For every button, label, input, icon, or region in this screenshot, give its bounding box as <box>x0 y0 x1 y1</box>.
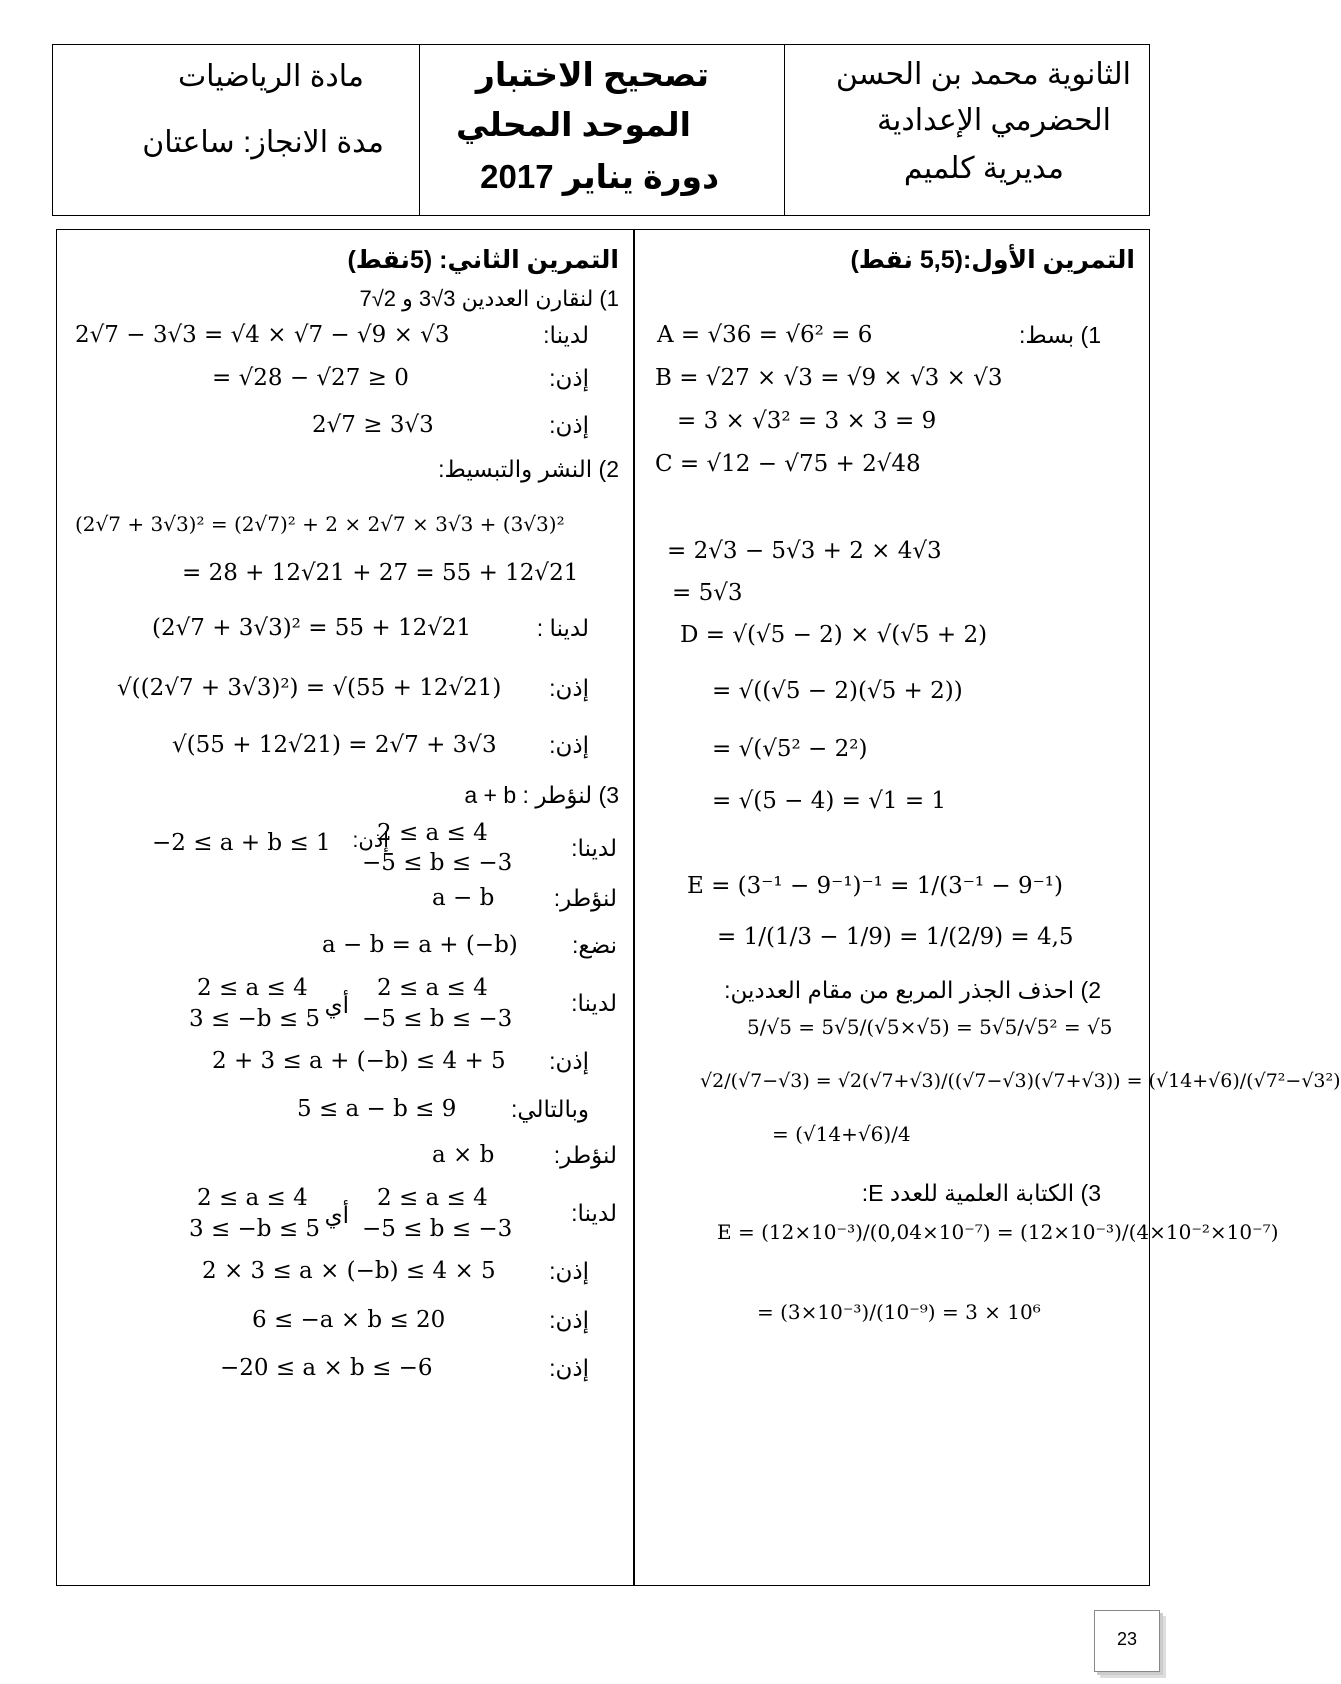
ex2-g-sys1: 2 ≤ a ≤ 4 <box>377 975 488 1001</box>
ex1-S2: = (3×10⁻³)/(10⁻⁹) = 3 × 10⁶ <box>757 1300 1041 1324</box>
exercises-box <box>56 229 1341 1586</box>
ex2-ladayna-2: لدينا : <box>536 615 589 641</box>
ex2-h-sys4: 3 ≤ −b ≤ 5 <box>189 1216 321 1242</box>
ex2-g1: a − b = a + (−b) <box>322 932 518 958</box>
ex1-D2: = √((√5 − 2)(√5 + 2)) <box>712 678 963 704</box>
ex2-ay-1: أي <box>324 992 349 1018</box>
ex2-c3: 2√7 ≥ 3√3 <box>312 412 434 438</box>
exam-header <box>52 44 1150 216</box>
ex2-f-sys2: −5 ≤ b ≤ −3 <box>362 850 513 876</box>
ex1-E1: E = (3⁻¹ − 9⁻¹)⁻¹ = 1/(3⁻¹ − 9⁻¹) <box>687 873 1063 899</box>
ex2-h1: 2 × 3 ≤ a × (−b) ≤ 4 × 5 <box>202 1258 496 1284</box>
ex1-D1: D = √(√5 − 2) × √(√5 + 2) <box>680 622 988 648</box>
ex1-q1-label: 1) بسط: <box>1019 322 1101 348</box>
ex2-title: التمرين الثاني: (5نقط) <box>347 246 619 274</box>
ex2-g2: 2 + 3 ≤ a + (−b) ≤ 4 + 5 <box>212 1048 506 1074</box>
ex1-C1: C = √12 − √75 + 2√48 <box>655 451 921 477</box>
ex2-ay-2: أي <box>324 1202 349 1228</box>
ex2-e2: = 28 + 12√21 + 27 = 55 + 12√21 <box>182 560 579 586</box>
ex2-f-sys1: 2 ≤ a ≤ 4 <box>377 820 488 846</box>
ex1-A: A = √36 = √6² = 6 <box>657 322 873 348</box>
ex2-idhan-5: إذن: <box>352 829 389 852</box>
ex2-h-sys3: 2 ≤ a ≤ 4 <box>197 1185 308 1211</box>
duration-label: مدة الانجاز: ساعتان <box>142 126 384 159</box>
ex1-B1: B = √27 × √3 = √9 × √3 × √3 <box>655 365 1003 391</box>
ex1-R2: √2/(√7−√3) = √2(√7+√3)/((√7−√3)(√7+√3)) = (√14+√6)/(√7²−√3²) <box>700 1070 1341 1092</box>
ex1-C2: = 2√3 − 5√3 + 2 × 4√3 <box>667 538 942 564</box>
ex1-C3: = 5√3 <box>672 580 743 606</box>
ex2-h-sys1: 2 ≤ a ≤ 4 <box>377 1185 488 1211</box>
header-subject-cell <box>53 45 420 215</box>
ex2-idhan-7: إذن: <box>549 1258 589 1284</box>
ex1-title: التمرين الأول:(5,5 نقط) <box>850 246 1135 274</box>
school-name-line1: الثانوية محمد بن الحسن <box>835 58 1131 91</box>
ex1-R1: 5/√5 = 5√5/(√5×√5) = 5√5/√5² = √5 <box>747 1015 1113 1039</box>
ex2-idhan-1: إذن: <box>549 365 589 391</box>
ex1-B2: = 3 × √3² = 3 × 3 = 9 <box>677 408 937 434</box>
ex2-h-lbl: a × b <box>432 1142 495 1168</box>
ex2-c1: 2√7 − 3√3 = √4 × √7 − √9 × √3 <box>75 322 450 348</box>
ex2-e3: (2√7 + 3√3)² = 55 + 12√21 <box>152 615 472 641</box>
ex2-idhan-2: إذن: <box>549 412 589 438</box>
exam-title-line3: دورة يناير 2017 <box>480 158 719 195</box>
header-title-cell <box>420 45 785 215</box>
ex2-e1: (2√7 + 3√3)² = (2√7)² + 2 × 2√7 × 3√3 + (3√3)² <box>75 512 565 536</box>
ex2-e5: √(55 + 12√21) = 2√7 + 3√3 <box>172 732 497 758</box>
ex2-idhan-9: إذن: <box>549 1355 589 1381</box>
ex1-S1: E = (12×10⁻³)/(0,04×10⁻⁷) = (12×10⁻³)/(4×10⁻²×10⁻⁷) <box>717 1220 1279 1244</box>
ex1-q3-label: 3) الكتابة العلمية للعدد E: <box>861 1180 1101 1206</box>
ex1-E2: = 1/(1/3 − 1/9) = 1/(2/9) = 4,5 <box>717 924 1074 950</box>
ex2-g-sys3: 2 ≤ a ≤ 4 <box>197 975 308 1001</box>
ex2-idhan-4: إذن: <box>549 732 589 758</box>
exam-title-line2: الموحد المحلي <box>456 106 691 143</box>
ex2-g3: 5 ≤ a − b ≤ 9 <box>297 1096 457 1122</box>
ex2-ladayna-1: لدينا: <box>543 322 589 348</box>
ex2-wabittali: وبالتالي: <box>510 1096 589 1122</box>
school-name-line2: الحضرمي الإعدادية <box>876 104 1111 137</box>
ex2-g-sys4: 3 ≤ −b ≤ 5 <box>189 1006 321 1032</box>
ex1-q2-label: 2) احذف الجذر المربع من مقام العددين: <box>724 977 1101 1003</box>
ex2-nuatir-1: لنؤطر: <box>553 885 617 911</box>
ex2-ladayna-5: لدينا: <box>571 1200 617 1226</box>
ex2-h3: −20 ≤ a × b ≤ −6 <box>220 1355 433 1381</box>
ex2-g-sys2: −5 ≤ b ≤ −3 <box>362 1006 513 1032</box>
ex2-h2: 6 ≤ −a × b ≤ 20 <box>252 1307 446 1333</box>
ex2-idhan-3: إذن: <box>549 675 589 701</box>
ex2-nuatir-2: لنؤطر: <box>553 1142 617 1168</box>
ex2-q3-label: 3) لنؤطر : a + b <box>464 782 619 808</box>
ex1-D3: = √(√5² − 2²) <box>712 736 868 762</box>
exam-title-line1: تصحيح الاختبار <box>475 56 709 93</box>
subject-label: مادة الرياضيات <box>177 60 364 93</box>
ex2-c2: = √28 − √27 ≥ 0 <box>212 365 409 391</box>
ex2-naduu: نضع: <box>572 932 617 958</box>
ex2-g-lbl: a − b <box>432 885 495 911</box>
ex2-f-res: −2 ≤ a + b ≤ 1 <box>152 830 331 856</box>
ex2-ladayna-4: لدينا: <box>571 990 617 1016</box>
ex1-R3: = (√14+√6)/4 <box>772 1122 911 1146</box>
ex2-h-sys2: −5 ≤ b ≤ −3 <box>362 1216 513 1242</box>
ex2-q2-label: 2) النشر والتبسيط: <box>438 456 619 482</box>
ex2-q1-label: 1) لنقارن العددين 3√3 و 2√7 <box>359 286 619 311</box>
page-number-box <box>1094 1610 1160 1672</box>
ex2-idhan-6: إذن: <box>549 1048 589 1074</box>
column-divider <box>633 230 635 1585</box>
page-number: 23 <box>1116 1629 1138 1649</box>
ex2-e4: √((2√7 + 3√3)²) = √(55 + 12√21) <box>117 675 502 701</box>
ex2-idhan-8: إذن: <box>549 1307 589 1333</box>
directorate-label: مديرية كلميم <box>903 152 1064 185</box>
header-school-cell <box>785 45 1149 215</box>
ex1-D4: = √(5 − 4) = √1 = 1 <box>712 788 947 814</box>
ex2-ladayna-3: لدينا: <box>571 835 617 861</box>
